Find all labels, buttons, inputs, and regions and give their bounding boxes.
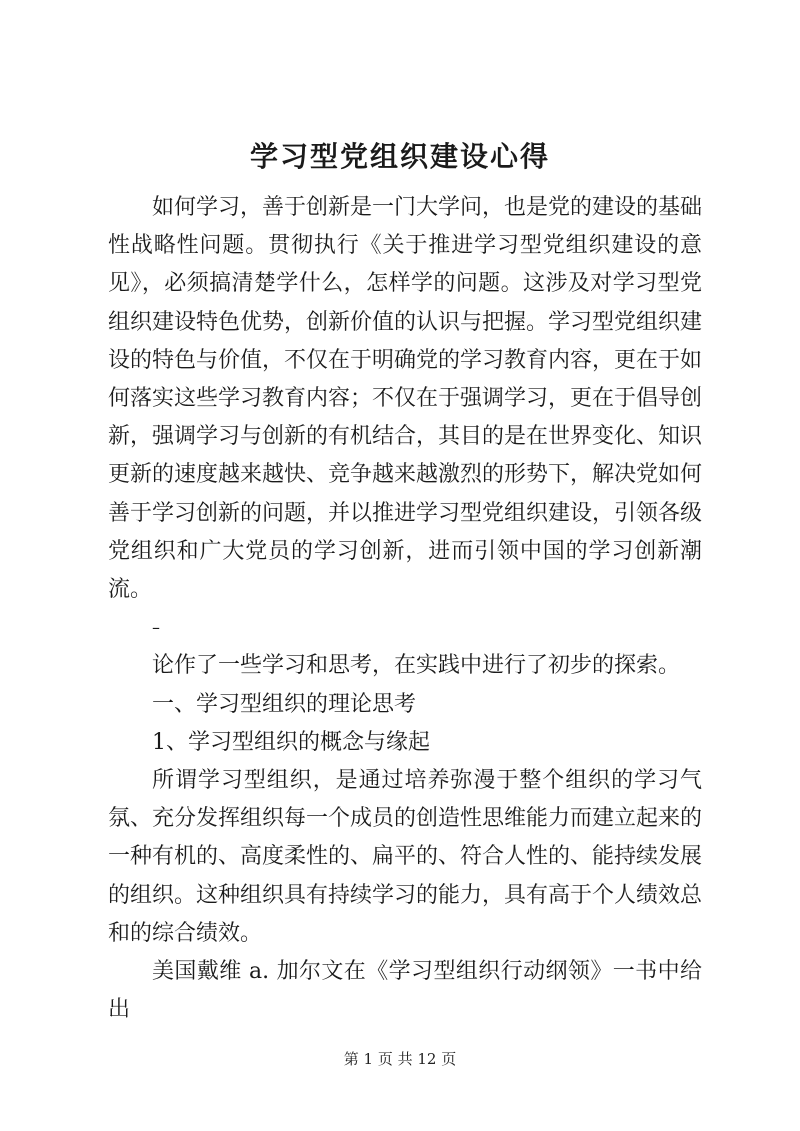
section-heading-1: 一、学习型组织的理论思考: [152, 691, 417, 717]
dash-mark: –: [152, 618, 160, 638]
page-number-footer: 第 1 页 共 12 页: [343, 1050, 457, 1068]
paragraph-definition: 所谓学习型组织，是通过培养弥漫于整个组织的学习气氛、充分发挥组织每一个成员的创造性思维能力而建立起来的一种有机的、高度柔性的、扁平的、符合人性的、能持续发展的组织。这种组织具有持续学习的能力，具有高于个人绩效总和的综合绩效。: [108, 768, 703, 946]
document-body: [108, 189, 702, 1029]
document-title: 学习型党组织建设心得: [249, 140, 550, 173]
paragraph-practice: 论作了一些学习和思考，在实践中进行了初步的探索。: [152, 653, 681, 679]
subsection-heading-1: 1、学习型组织的概念与缘起: [152, 729, 430, 755]
paragraph-intro: 如何学习，善于创新是一门大学问，也是党的建设的基础性战略性问题。贯彻执行《关于推进学习型党组织建设的意见》，必须搞清楚学什么，怎样学的问题。这涉及对学习型党组织建设特色优势，创新价值的认识与把握。学习型党组织建设的特色与价值，不仅在于明确党的学习教育内容，更在于如何落实这些学习教育内容；不仅在于强调学习，更在于倡导创新，强调学习与创新的有机结合，其目的是在世界变化、知识更新的速度越来越快、竞争越来越激烈的形势下，解决党如何善于学习创新的问题，并以推进学习型党组织建设，引领各级党组织和广大党员的学习创新，进而引领中国的学习创新潮流。: [108, 195, 703, 603]
paragraph-garvin: 美国戴维 a. 加尔文在《学习型组织行动纲领》一书中给出: [108, 959, 702, 1023]
